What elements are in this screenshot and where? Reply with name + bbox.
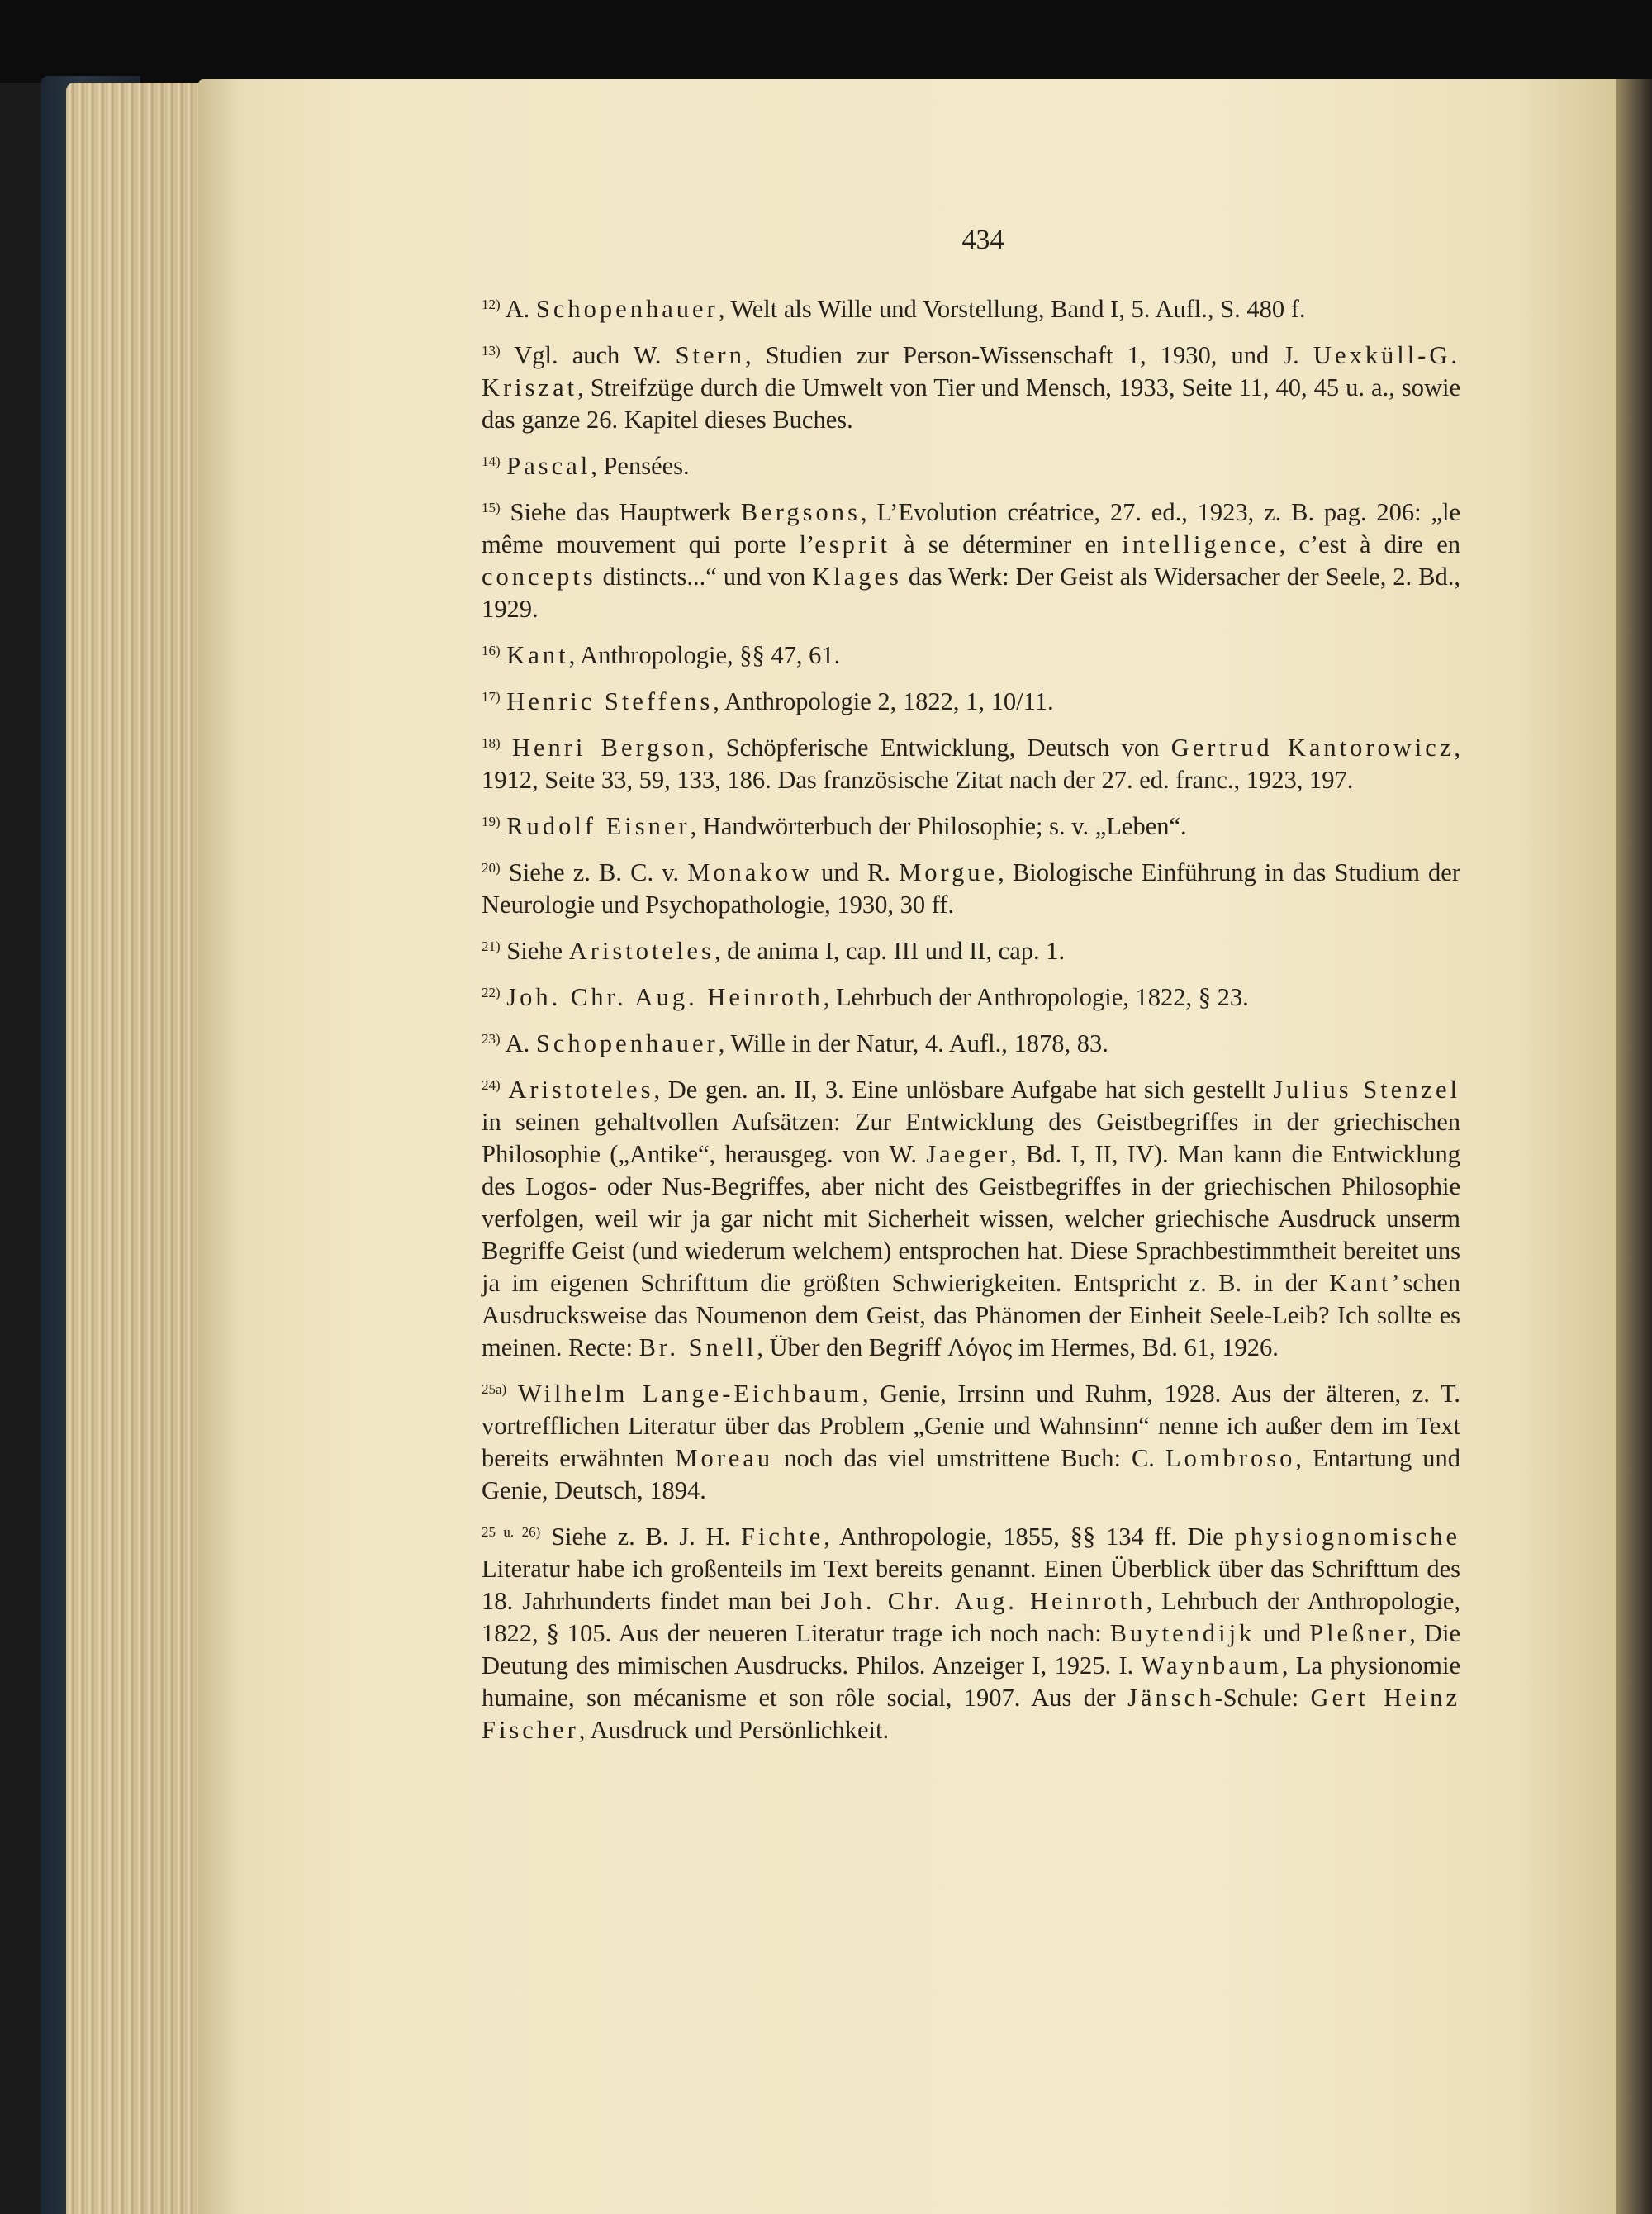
footnote (482, 1521, 1460, 1746)
footnote (482, 293, 1460, 325)
footnote-text: , Wille in der Natur, 4. Aufl., 1878, 83. (718, 1029, 1108, 1057)
footnote-text: , Bd. I, II, IV). Man kann die Entwicklung des Logos- oder Nus-Begriffes, aber nicht des Geistbegriffes in der griechischen Philosophie verfolgen, weil wir ja gar nicht mit Sicherheit wissen, welcher griechische Ausdruck unserm Begriffe Geist (und wiederum welchem) entsprochen hat. Diese Sprachbestimmtheit bereitet uns ja im eigenen Schrifttum die größten Schwierigkeiten. Entspricht z. B. in der (482, 1140, 1460, 1297)
footnote-text: noch das viel umstrittene Buch: C. (773, 1444, 1165, 1472)
footnote-number: 25a) (482, 1381, 507, 1397)
spaced-name: Julius Stenzel (1273, 1076, 1460, 1104)
footnote-text: , Schöpferische Entwicklung, Deutsch von (707, 734, 1171, 762)
footnote (482, 496, 1460, 625)
next-page-edge (1616, 79, 1652, 2214)
footnote-number: 12) (482, 297, 501, 312)
spaced-name: Monakow (687, 858, 813, 886)
footnote-text: distincts...“ und von (596, 563, 813, 591)
footnote (482, 686, 1460, 718)
spaced-name: Schopenhauer (535, 1029, 719, 1057)
footnote-text: , Anthropologie, §§ 47, 61. (568, 641, 841, 669)
spaced-name: Kant’ (1329, 1269, 1403, 1297)
footnote (482, 639, 1460, 672)
spaced-name: intelligence (1122, 530, 1279, 558)
footnote-text: , Anthropologie 2, 1822, 1, 10/11. (713, 687, 1054, 715)
footnote-text: , Studien zur Person-Wissenschaft 1, 1930, und J. (744, 341, 1313, 369)
spaced-name: Rudolf Eisner (506, 812, 691, 840)
footnote-text: in seinen gehaltvollen Aufsätzen: Zur Entwicklung des Geistbegriffes in der griechischen Philosophie („Antike“, herausgeg. von W. (482, 1108, 1460, 1168)
spaced-name: Fichte (741, 1523, 824, 1551)
footnote-text: , Über den Begriff Λόγος im Hermes, Bd. 61, 1926. (757, 1333, 1279, 1361)
spaced-name: Klages (812, 563, 902, 591)
spaced-name: Moreau (675, 1444, 774, 1472)
footnote-text: , Ausdruck und Persönlichkeit. (578, 1716, 890, 1744)
spaced-name: Bergsons (740, 498, 861, 526)
spaced-name: Morgue (899, 858, 999, 886)
spaced-name: Pascal (506, 452, 591, 480)
footnote-text: , Anthropologie, 1855, §§ 134 ff. Die (824, 1523, 1235, 1551)
spaced-name: Waynbaum (1141, 1651, 1282, 1680)
footnote (482, 1028, 1460, 1060)
footnote-text: à se déterminer en (890, 530, 1123, 558)
spaced-name: esprit (814, 530, 890, 558)
spaced-name: Jaeger (926, 1140, 1011, 1168)
spaced-name: Joh. Chr. Aug. Heinroth (820, 1587, 1146, 1615)
footnote-text: , de anima I, cap. III und II, cap. 1. (714, 937, 1066, 965)
spaced-name: Gertrud Kantorowicz (1170, 734, 1455, 762)
scan-background-top (0, 0, 1652, 83)
footnote-text: , Die Deutung des mimischen Ausdrucks. Philos. Anzeiger I, 1925. I. (482, 1619, 1460, 1680)
footnote-text: Literatur habe ich großenteils im Text bereits genannt. Einen Überblick über das Schrifttum des 18. Jahrhunderts findet man bei (482, 1555, 1460, 1615)
footnote-number: 16) (482, 643, 501, 658)
footnote-number: 23) (482, 1031, 501, 1047)
footnote-number: 14) (482, 454, 501, 469)
footnote-text: , Welt als Wille und Vorstellung, Band I, 5. Aufl., S. 480 f. (718, 295, 1306, 323)
footnote (482, 340, 1460, 436)
footnote (482, 450, 1460, 482)
footnote-number: 20) (482, 860, 501, 876)
footnote-text: , Entartung und Genie, Deutsch, 1894. (482, 1444, 1460, 1504)
footnote-text: , L’Evolution créatrice, 27. ed., 1923, z. B. pag. 206: „le même mouvement qui porte l’ (482, 498, 1460, 558)
spaced-name: Uexküll-G. Kriszat (482, 341, 1460, 401)
footnote-text: Siehe z. B. C. v. (508, 858, 688, 886)
footnote-text: , De gen. an. II, 3. Eine unlösbare Aufgabe hat sich gestellt (653, 1076, 1274, 1104)
page-number: 434 (961, 225, 1004, 255)
footnote (482, 1074, 1460, 1364)
spaced-name: Henric Steffens (506, 687, 714, 715)
footnote-text: Siehe das Hauptwerk (510, 498, 741, 526)
footnote-number: 22) (482, 985, 501, 1000)
footnote-text: , Genie, Irrsinn und Ruhm, 1928. Aus der älteren, z. T. vortrefflichen Literatur über das Problem „Genie und Wahnsinn“ nenne ich außer dem im Text bereits erwähnten (482, 1380, 1461, 1472)
footnote-text: , Biologische Einführung in das Studium der Neurologie und Psychopathologie, 1930, 30 ff. (482, 858, 1461, 919)
footnote-text: Siehe z. B. J. H. (551, 1523, 741, 1551)
footnote-text: Siehe (506, 937, 569, 965)
footnotes-list (482, 293, 1460, 1746)
spaced-name: Jänsch (1127, 1684, 1215, 1712)
footnote-text: A. (505, 1029, 536, 1057)
spaced-name: Aristoteles (508, 1076, 654, 1104)
footnote-text: Vgl. auch W. (514, 341, 676, 369)
spaced-name: Pleßner (1309, 1619, 1410, 1647)
footnote-number: 17) (482, 689, 501, 705)
spaced-name: Joh. Chr. Aug. Heinroth (506, 983, 824, 1011)
footnote-text: , Streifzüge durch die Umwelt von Tier und Mensch, 1933, Seite 11, 40, 45 u. a., sowie das ganze 26. Kapitel dieses Buches. (482, 373, 1460, 434)
footnote-text: , c’est à dire en (1279, 530, 1460, 558)
spaced-name: concepts (482, 563, 596, 591)
spaced-name: Stern (675, 341, 745, 369)
footnote-number: 13) (482, 343, 501, 359)
footnote-number: 21) (482, 938, 501, 954)
spaced-name: Buytendijk (1109, 1619, 1256, 1647)
footnote-text: , Pensées. (591, 452, 690, 480)
spaced-name: Br. Snell (638, 1333, 757, 1361)
spaced-name: Wilhelm Lange-Eichbaum (517, 1380, 863, 1408)
footnote (482, 981, 1460, 1014)
spaced-name: Lombroso (1165, 1444, 1296, 1472)
footnote (482, 857, 1460, 921)
spaced-name: physiognomische (1234, 1523, 1460, 1551)
footnote-number: 25 u. 26) (482, 1524, 541, 1540)
footnote (482, 935, 1460, 967)
footnote-text: A. (505, 295, 536, 323)
footnote-text: schen Ausdrucksweise das Noumenon dem Geist, das Phänomen der Einheit Seele-Leib? Ich sollte es meinen. Recte: (482, 1269, 1460, 1361)
spaced-name: Aristoteles (568, 937, 714, 965)
footnote-text: , Lehrbuch der Anthropologie, 1822, § 105. Aus der neueren Literatur trage ich noch nach: (482, 1587, 1461, 1647)
footnote-number: 15) (482, 500, 501, 515)
spaced-name: Kant (506, 641, 569, 669)
spaced-name: Henri Bergson (511, 734, 708, 762)
page-stack-edge (66, 83, 206, 2214)
footnote-text: und R. (813, 858, 900, 886)
footnote-text: -Schule: (1214, 1684, 1311, 1712)
footnote-number: 18) (482, 735, 501, 751)
footnote (482, 732, 1460, 796)
footnote-text: , 1912, Seite 33, 59, 133, 186. Das französische Zitat nach der 27. ed. franc., 1923, 197. (482, 734, 1460, 794)
footnote-text: , Lehrbuch der Anthropologie, 1822, § 23. (823, 983, 1249, 1011)
footnote-number: 19) (482, 814, 501, 829)
footnote-text: das Werk: Der Geist als Widersacher der Seele, 2. Bd., 1929. (482, 563, 1460, 623)
spaced-name: Gert Heinz Fischer (482, 1684, 1460, 1744)
spaced-name: Schopenhauer (535, 295, 719, 323)
footnote-text: und (1255, 1619, 1310, 1647)
footnote (482, 1378, 1460, 1507)
footnote-number: 24) (482, 1077, 501, 1093)
footnote-text: , Handwörterbuch der Philosophie; s. v. „Leben“. (690, 812, 1187, 840)
footnote-text: , La physionomie humaine, son mécanisme et son rôle social, 1907. Aus der (482, 1651, 1460, 1712)
footnote (482, 810, 1460, 843)
